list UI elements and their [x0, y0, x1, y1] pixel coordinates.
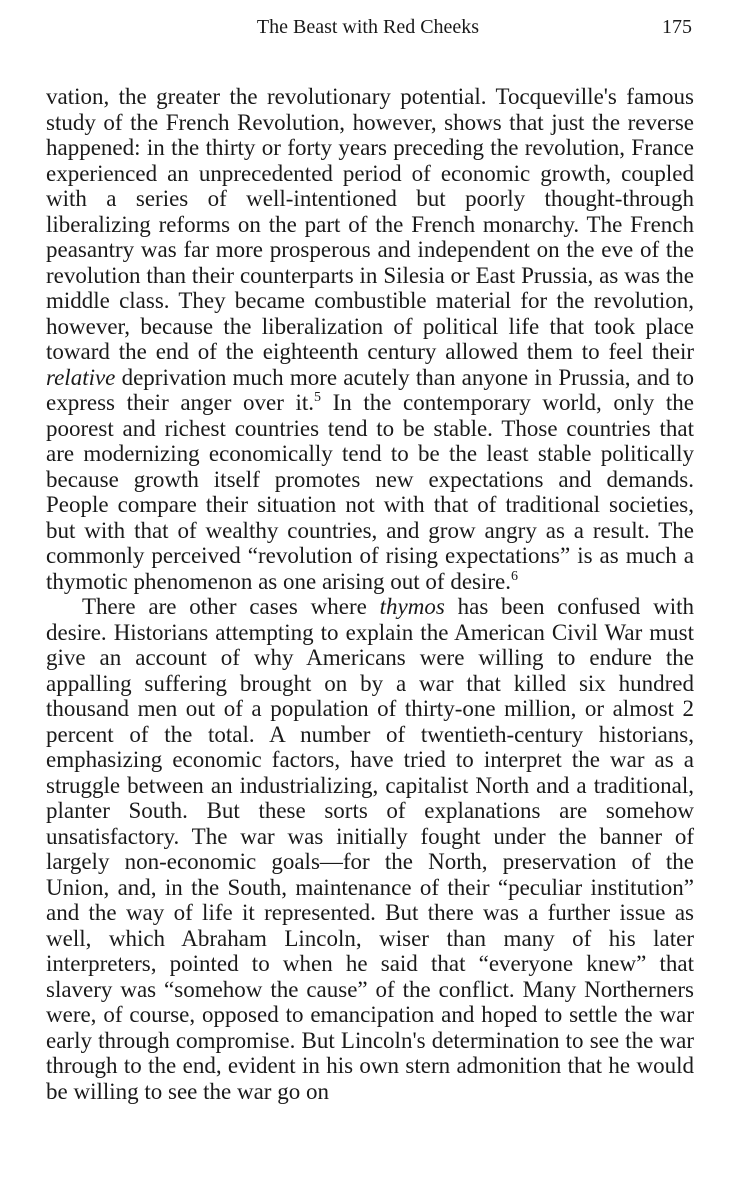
- footnote-marker-6: 6: [511, 568, 519, 584]
- paragraph-2-text-a: There are other cases where: [82, 594, 380, 619]
- paragraph-1-text-c: In the contemporary world, only the poorest and richest countries tend to be stable. Those countries that are modernizing economically tend to be the least stable politically because growth itself promotes new expectations and demands. People compare their situation not with that of traditional societies, but with that of wealthy countries, and grow angry as a result. The commonly perceived “revolution of rising expectations” is as much a thymotic phenomenon as one arising out of desire.: [46, 390, 694, 594]
- paragraph-1-text-a: vation, the greater the revolutionary potential. Tocqueville's famous study of the French Revolution, however, shows that just the reverse happened: in the thirty or forty years preceding the revolution, France experienced an unprecedented period of economic growth, coupled with a series of well-intentioned but poorly thought-through liberalizing reforms on the part of the French monarchy. The French peasantry was far more prosperous and independent on the eve of the revolution than their counterparts in Silesia or East Prussia, as was the middle class. They became combustible material for the revolution, however, because the liberalization of political life that took place toward the end of the eighteenth century allowed them to feel their: [46, 84, 694, 364]
- paragraph-2-text-b: has been confused with desire. Historians attempting to explain the American Civil War must give an account of why Americans were willing to endure the appalling suffering brought on by a war that killed six hundred thousand men out of a population of thirty-one million, or almost 2 percent of the total. A number of twentieth-century historians, emphasizing economic factors, have tried to interpret the war as a struggle between an industrializing, capitalist North and a traditional, planter South. But these sorts of explanations are somehow unsatisfactory. The war was initially fought under the banner of largely non-economic goals—for the North, preservation of the Union, and, in the South, maintenance of their “peculiar institution” and the way of life it represented. But there was a further issue as well, which Abraham Lincoln, wiser than many of his later interpreters, pointed to when he said that “everyone knew” that slavery was “somehow the cause” of the conflict. Many Northerners were, of course, opposed to emancipation and hoped to settle the war early through compromise. But Lincoln's determination to see the war through to the end, evident in his own stern admonition that he would be willing to see the war go on: [46, 594, 694, 1104]
- paragraph-1: [46, 84, 694, 594]
- paragraph-1-emphasis: relative: [46, 364, 116, 390]
- footnote-marker-5: 5: [314, 390, 321, 405]
- page-number: 175: [662, 16, 692, 38]
- paragraph-2-emphasis: thymos: [379, 594, 445, 619]
- paragraph-1-text-b: deprivation much more acutely than anyone in Prussia, and to express their anger over it.: [46, 364, 694, 415]
- body-text: [46, 84, 694, 1104]
- paragraph-2: [46, 594, 694, 1104]
- running-title: The Beast with Red Cheeks: [256, 16, 480, 38]
- running-head: [0, 14, 736, 40]
